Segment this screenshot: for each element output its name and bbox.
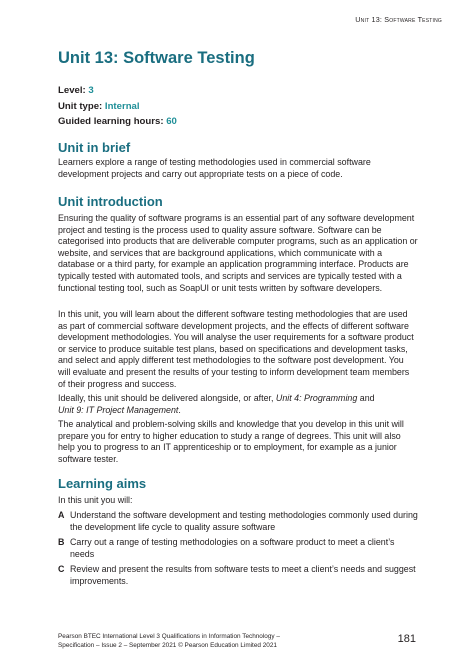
glh-value: 60 bbox=[166, 116, 177, 127]
running-head: Unit 13: Software Testing bbox=[355, 15, 442, 24]
level-value: 3 bbox=[88, 85, 94, 96]
level-label: Level: bbox=[58, 85, 89, 96]
page-number: 181 bbox=[397, 633, 416, 645]
aim-item bbox=[58, 564, 418, 587]
unit-type-value: Internal bbox=[104, 100, 140, 112]
intro-p3-end: . bbox=[178, 404, 181, 415]
aim-item bbox=[58, 510, 418, 533]
page-title: Unit 13: Software Testing bbox=[58, 49, 255, 67]
aim-item bbox=[58, 537, 418, 560]
brief-heading: Unit in brief bbox=[58, 140, 131, 155]
intro-paragraph-3 bbox=[58, 393, 418, 416]
aim-text: Carry out a range of testing methodologies on a software product to meet a client’s needs bbox=[70, 537, 395, 559]
unit9-reference: Unit 9: IT Project Management bbox=[58, 404, 179, 415]
aim-text: Understand the software development and testing methodologies commonly used during the development life cycle to quality assure software bbox=[70, 510, 418, 532]
intro-heading: Unit introduction bbox=[58, 194, 163, 209]
unit4-reference: Unit 4: Programming bbox=[275, 393, 358, 403]
intro-paragraph-1: Ensuring the quality of software programs is an essential part of any software development project and testing is the process used to quality assure software. Software can be categorised into products that are deliverable computer programs, such as an application or website, and services that are background applications, which communicate with a database or a third party, for example an application programming interface. Products are typically tested with automated tools, and scripts and services are typically tested with a functional testing tool, such as SoapUI or unit tests written by software developers. bbox=[58, 213, 418, 293]
brief-text: Learners explore a range of testing methodologies used in commercial software development projects and carry out appropriate tests on a piece of code. bbox=[58, 157, 371, 179]
aims-heading: Learning aims bbox=[58, 476, 147, 491]
aim-text: Review and present the results from software tests to meet a client’s needs and suggest improvements. bbox=[70, 564, 416, 586]
aim-letter: B bbox=[58, 537, 65, 548]
intro-paragraph-2: In this unit, you will learn about the different software testing methodologies that are used as part of commercial software development projects, and the effects of different software development methodologies. You will analyse the user requirements for a software product or service to produce suitable test plans, based on specifications and development tasks, and select and apply different test methodologies to the software post development. You will evaluate and present the results of your testing to inform development team members of their progress and success. bbox=[58, 309, 414, 389]
footer-line-2: Specification – Issue 2 – September 2021 © Pearson Education Limited 2021 bbox=[58, 642, 277, 649]
unit-meta bbox=[58, 83, 177, 130]
intro-paragraph-4: The analytical and problem-solving skills and knowledge that you develop in this unit will prepare you for entry to higher education to study a range of degrees. This unit will also help you to progress to an IT apprenticeship or to employment, for example as a junior software tester. bbox=[58, 419, 404, 464]
intro-p3-and: and bbox=[357, 393, 375, 403]
footer-line-1: Pearson BTEC International Level 3 Qualifications in Information Technology – bbox=[58, 633, 280, 640]
unit-type-label: Unit type: bbox=[58, 100, 105, 112]
aims-list bbox=[58, 510, 418, 592]
aims-lead: In this unit you will: bbox=[58, 495, 133, 505]
glh-label: Guided learning hours: bbox=[58, 116, 167, 127]
aim-letter: A bbox=[58, 510, 65, 520]
glh-row bbox=[58, 114, 177, 130]
footer bbox=[58, 632, 280, 650]
unit-type-row bbox=[58, 99, 177, 115]
aim-letter: C bbox=[58, 564, 65, 575]
intro-p3-start: Ideally, this unit should be delivered alongside, or after, bbox=[58, 393, 276, 403]
level-row bbox=[58, 83, 177, 99]
